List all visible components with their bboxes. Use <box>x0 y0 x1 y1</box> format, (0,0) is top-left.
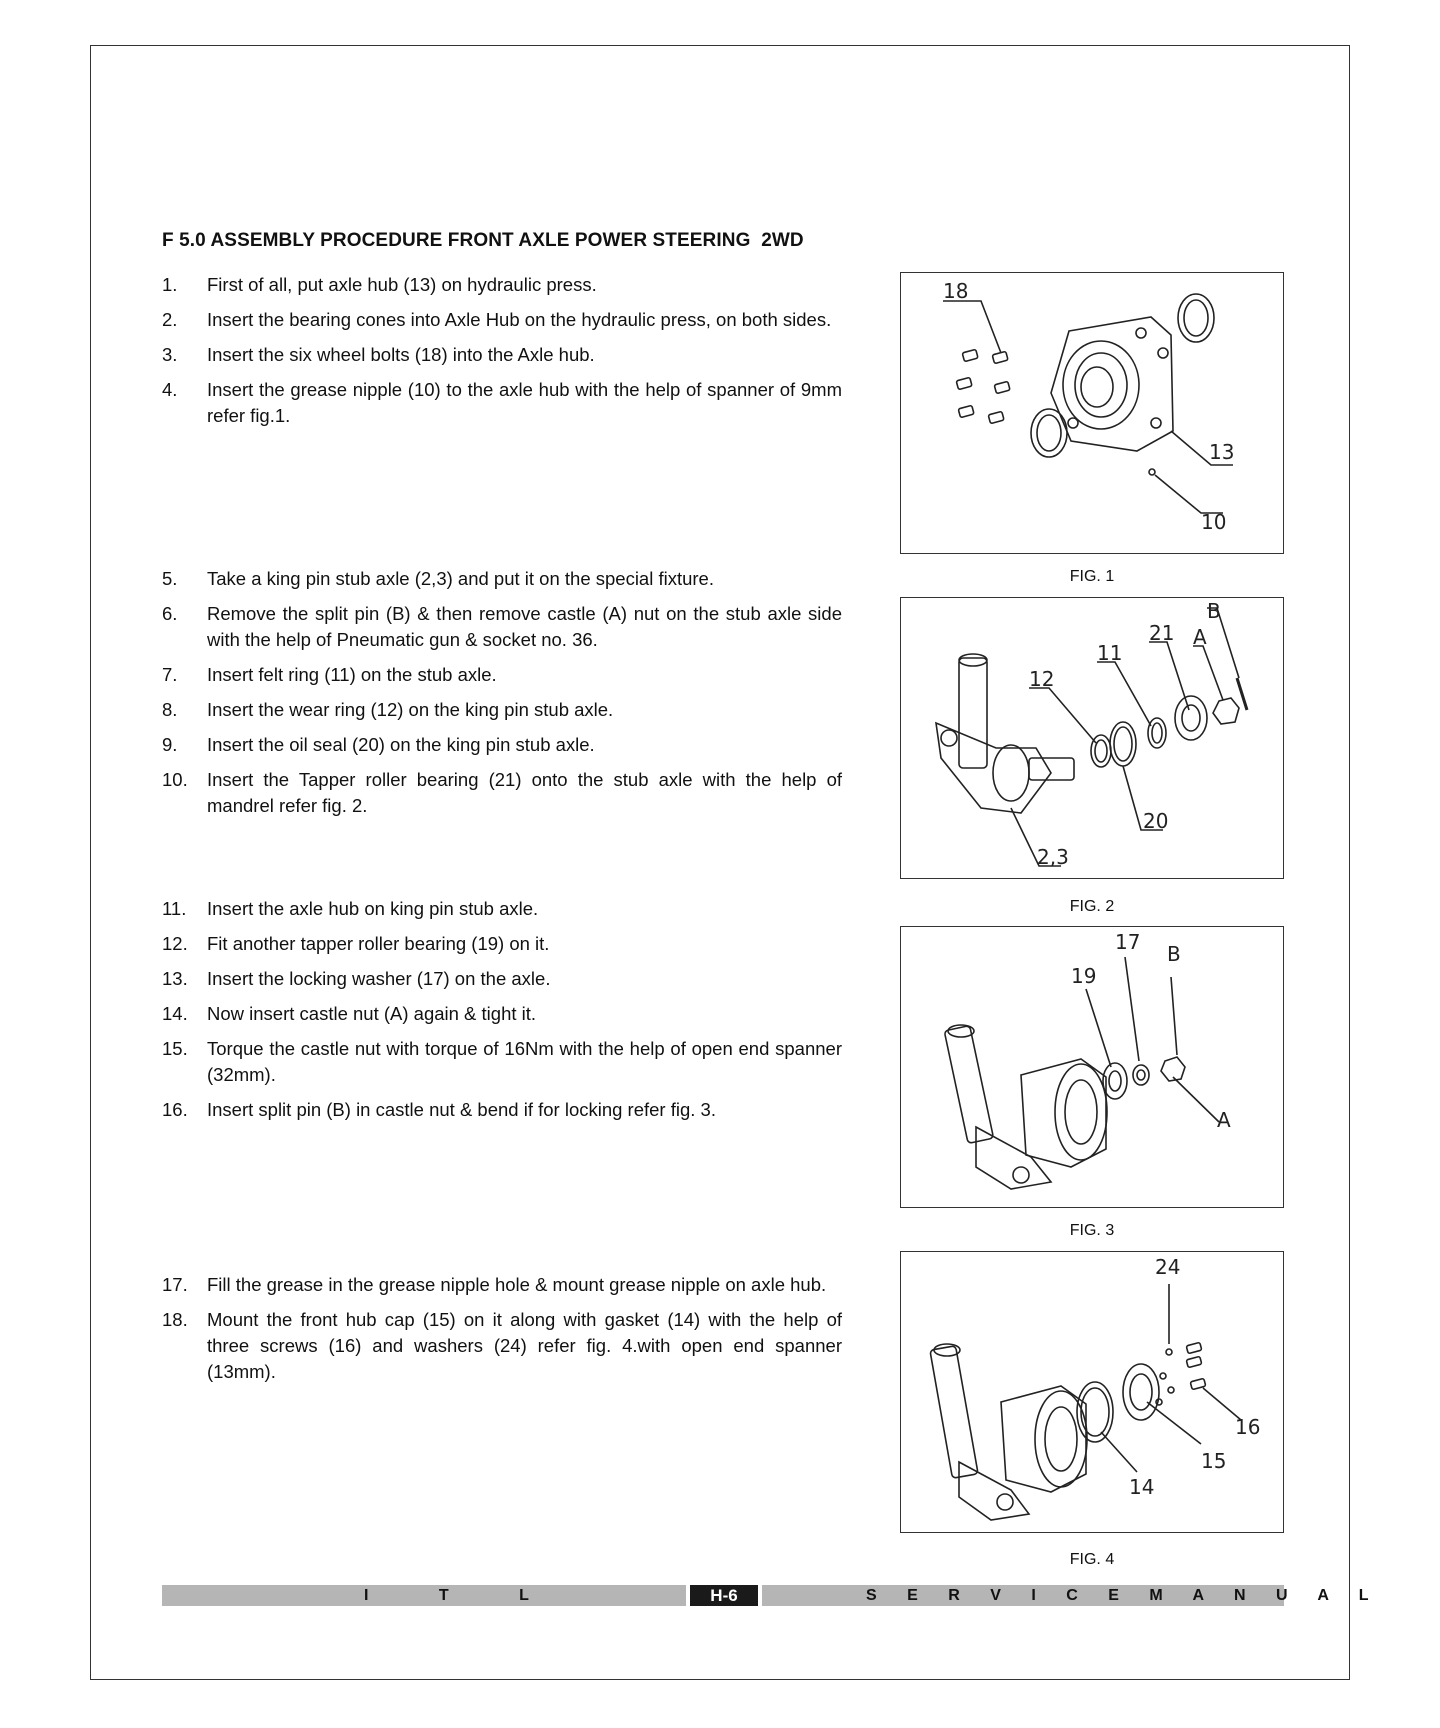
svg-text:19: 19 <box>1071 964 1097 988</box>
svg-text:A: A <box>1217 1108 1231 1132</box>
step-item: 12. Fit another tapper roller bearing (19) on it. <box>162 933 550 954</box>
figure-1 <box>900 272 1284 554</box>
figure-3-caption: FIG. 3 <box>1069 1222 1115 1239</box>
svg-text:17: 17 <box>1115 930 1141 954</box>
figure-4-caption: FIG. 4 <box>1069 1551 1115 1568</box>
bearing-21 <box>1175 696 1207 740</box>
figure-3 <box>900 926 1284 1208</box>
figure-1-drawing <box>901 273 1282 552</box>
page-footer <box>162 1585 1382 1606</box>
step-item: 3. Insert the six wheel bolts (18) into the Axle hub. <box>162 344 595 365</box>
svg-text:13: 13 <box>1209 440 1235 464</box>
steps-group-2 <box>162 566 842 828</box>
section-title: F 5.0 ASSEMBLY PROCEDURE FRONT AXLE POWER STEERING 2WD <box>162 230 804 251</box>
step-item: 14. Now insert castle nut (A) again & tight it. <box>162 1003 537 1024</box>
hub-cap-15 <box>1123 1364 1159 1420</box>
step-item: 4. Insert the grease nipple (10) to the axle hub with the help of spanner of 9mm refer fig.1. <box>162 379 842 426</box>
step-item: 6. Remove the split pin (B) & then remove castle (A) nut on the stub axle side with the help of Pneumatic gun & socket no. 36. <box>162 603 842 650</box>
step-item: 17. Fill the grease in the grease nipple hole & mount grease nipple on axle hub. <box>162 1274 827 1295</box>
svg-text:16: 16 <box>1235 1415 1261 1439</box>
step-item: 16. Insert split pin (B) in castle nut & bend if for locking refer fig. 3. <box>162 1099 716 1120</box>
step-item: 5. Take a king pin stub axle (2,3) and put it on the special fixture. <box>162 568 714 589</box>
hub-assembly <box>930 1344 1087 1520</box>
figure-2-caption: FIG. 2 <box>1069 898 1115 915</box>
step-item: 2. Insert the bearing cones into Axle Hub on the hydraulic press, on both sides. <box>162 309 832 330</box>
footer-manual-title: S E R V I C E M A N U A L <box>866 1587 1382 1604</box>
hub-flange <box>1051 317 1173 451</box>
castle-nut <box>1213 698 1239 724</box>
steps-group-1 <box>162 272 842 438</box>
step-item: 7. Insert felt ring (11) on the stub axle. <box>162 664 497 685</box>
svg-text:10: 10 <box>1201 510 1227 534</box>
step-item: 15. Torque the castle nut with torque of 16Nm with the help of open end spanner (32mm). <box>162 1038 842 1085</box>
wheel-bolts <box>956 349 1010 423</box>
hub-assembly <box>944 1025 1107 1189</box>
svg-text:B: B <box>1207 599 1221 623</box>
figure-4-drawing <box>901 1252 1282 1531</box>
footer-company: I T L <box>364 1587 562 1604</box>
step-item: 13. Insert the locking washer (17) on the axle. <box>162 968 551 989</box>
svg-text:B: B <box>1167 942 1181 966</box>
svg-text:18: 18 <box>943 279 969 303</box>
steps-group-3 <box>162 896 842 1132</box>
svg-text:12: 12 <box>1029 667 1055 691</box>
svg-text:2,3: 2,3 <box>1037 845 1069 869</box>
locking-washer <box>1133 1065 1149 1085</box>
svg-text:24: 24 <box>1155 1255 1181 1279</box>
svg-text:A: A <box>1193 625 1207 649</box>
step-item: 11. Insert the axle hub on king pin stub axle. <box>162 898 539 919</box>
figure-1-caption: FIG. 1 <box>1069 568 1115 585</box>
step-item: 1. First of all, put axle hub (13) on hydraulic press. <box>162 274 597 295</box>
figure-3-drawing <box>901 927 1282 1206</box>
figure-2-drawing <box>901 598 1282 877</box>
svg-text:14: 14 <box>1129 1475 1155 1499</box>
svg-text:21: 21 <box>1149 621 1175 645</box>
svg-text:20: 20 <box>1143 809 1169 833</box>
steps-group-4 <box>162 1272 842 1394</box>
page-number: H-6 <box>690 1585 758 1606</box>
step-item: 10. Insert the Tapper roller bearing (21) onto the stub axle with the help of mandrel refer fig. 2. <box>162 769 842 816</box>
figure-4 <box>900 1251 1284 1533</box>
step-item: 18. Mount the front hub cap (15) on it along with gasket (14) with the help of three screws (16) and washers (24) refer fig. 4.with open end spanner (13mm). <box>162 1309 842 1382</box>
step-item: 9. Insert the oil seal (20) on the king pin stub axle. <box>162 734 595 755</box>
step-item: 8. Insert the wear ring (12) on the king pin stub axle. <box>162 699 614 720</box>
svg-text:15: 15 <box>1201 1449 1227 1473</box>
svg-text:11: 11 <box>1097 641 1123 665</box>
figure-2 <box>900 597 1284 879</box>
